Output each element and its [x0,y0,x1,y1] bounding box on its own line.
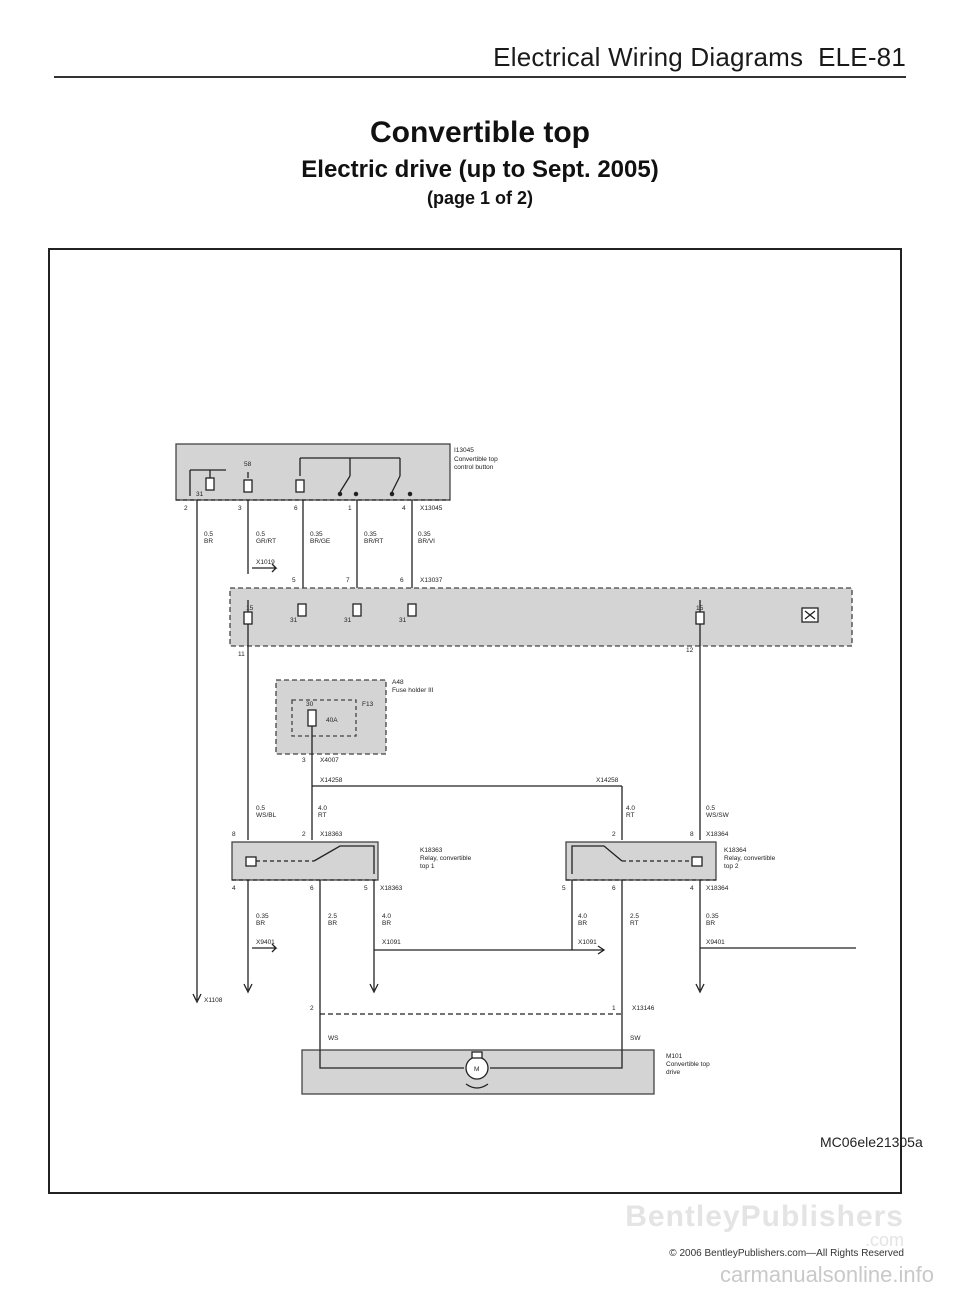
w14-size: 2.5 [630,913,640,920]
relay2-desc2: top 2 [724,863,739,870]
w1-size: 0.5 [204,531,214,538]
conn-x9401-right: X9401 [706,939,725,946]
pin-1-motor: 1 [612,1005,616,1012]
motor-symbol-label: M [474,1066,480,1073]
w13-size: 4.0 [578,913,588,920]
w6-color: WS/BL [256,812,277,819]
w12-color: BR [382,920,392,927]
pin-2b: 2 [612,831,616,838]
w3-size: 0.35 [310,531,323,538]
conn-x1091-left: X1091 [382,939,401,946]
pin-5b: 5 [562,885,566,892]
w13-color: BR [578,920,588,927]
pin-3b: 3 [302,757,306,764]
w3-color: BR/GE [310,538,331,545]
w15-color: BR [706,920,716,927]
conn-x1108: X1108 [204,997,223,1004]
w5-size: 0.35 [418,531,431,538]
diagram-title: Convertible top [369,116,590,149]
module-resistor-b [353,604,361,616]
w14-color: RT [630,920,639,927]
pin-3: 3 [238,505,242,512]
switch-resistor-1 [206,478,214,490]
conn-x1091-right: X1091 [578,939,597,946]
pin-2-motor: 2 [310,1005,314,1012]
module-resistor-right [696,612,704,624]
pin-6: 6 [294,505,298,512]
pin-8b: 8 [690,831,694,838]
relay2-desc1: Relay, convertible [724,855,776,862]
fuse-id: F13 [362,701,374,708]
fuse-holder-desc: Fuse holder III [392,687,434,694]
motor-id: M101 [666,1053,683,1060]
pin-31a: 31 [290,617,298,624]
pin-15-left: 15 [246,605,254,612]
wire-ws: WS [328,1035,339,1042]
contact-dot-4 [408,492,411,495]
relay1-coil [246,857,256,866]
conn-x14258-right: X14258 [596,777,619,784]
pin-7: 7 [346,577,350,584]
w5-color: BR/VI [418,538,435,545]
fuse-rating: 40A [326,717,338,724]
conn-x18363-bottom: X18363 [380,885,403,892]
module-resistor-left [244,612,252,624]
conn-x1019: X1019 [256,559,275,566]
motor-desc2: drive [666,1069,681,1076]
pin-2: 2 [184,505,188,512]
module-resistor-c [408,604,416,616]
w1-color: BR [204,538,214,545]
relay2-id: K18364 [724,847,747,854]
conn-x18363-top: X18363 [320,831,343,838]
w11-color: BR [328,920,338,927]
switch-id: I13045 [454,447,474,454]
pin-12: 12 [686,647,694,654]
w6-size: 0.5 [256,805,266,812]
fuse-element [308,710,316,726]
w9-color: WS/SW [706,812,729,819]
brand-logo: BentleyPublishers [625,1200,904,1233]
copyright: © 2006 BentleyPublishers.com—All Rights Reserved [669,1248,904,1259]
module-resistor-a [298,604,306,616]
pin-4a: 4 [232,885,236,892]
conn-x9401-left: X9401 [256,939,275,946]
wire-sw: SW [630,1035,641,1042]
w11-size: 2.5 [328,913,338,920]
pin-6b: 6 [400,577,404,584]
w9-size: 0.5 [706,805,716,812]
w8-size: 4.0 [626,805,636,812]
page-note: (page 1 of 2) [426,188,533,208]
conn-x13146: X13146 [632,1005,655,1012]
switch-resistor-3 [296,480,304,492]
contact-dot-3 [354,492,357,495]
pin-11: 11 [238,651,245,658]
w2-size: 0.5 [256,531,266,538]
w2-color: GR/RT [256,538,277,545]
relay1-desc1: Relay, convertible [420,855,472,862]
contact-dot-1 [338,492,341,495]
w7-color: RT [318,812,327,819]
pin-8a: 8 [232,831,236,838]
w15-size: 0.35 [706,913,719,920]
pin-31c: 31 [399,617,407,624]
pin-31: 31 [196,491,204,498]
pin-6c: 6 [612,885,616,892]
pin-6a: 6 [310,885,314,892]
module-band [230,588,852,646]
brand-suffix: .com [864,1230,904,1250]
motor-desc1: Convertible top [666,1061,710,1068]
header-section: Electrical Wiring Diagrams [493,42,804,72]
relay1-id: K18363 [420,847,443,854]
header-page: ELE-81 [818,42,906,72]
contact-dot-2 [390,492,393,495]
relay2-coil [692,857,702,866]
watermark: carmanualsonline.info [719,1262,934,1287]
switch-box [176,444,450,500]
switch-resistor-2 [244,480,252,492]
conn-x14258-left: X14258 [320,777,343,784]
w4-color: BR/RT [364,538,384,545]
conn-x18364-bottom: X18364 [706,885,729,892]
pin-4b: 4 [690,885,694,892]
switch-desc2: control button [454,464,494,471]
relay1-desc2: top 1 [420,863,435,870]
w12-size: 4.0 [382,913,392,920]
pin-4: 4 [402,505,406,512]
conn-x13045: X13045 [420,505,443,512]
conn-x13037: X13037 [420,577,443,584]
pin-58: 58 [244,461,252,468]
w10-size: 0.35 [256,913,269,920]
conn-x18364-top: X18364 [706,831,729,838]
conn-x4007: X4007 [320,757,339,764]
pin-5a: 5 [364,885,368,892]
w4-size: 0.35 [364,531,377,538]
w10-color: BR [256,920,266,927]
w7-size: 4.0 [318,805,328,812]
motor-top-mark [472,1052,482,1058]
fuse-holder-id: A48 [392,679,404,686]
pin-15-right: 15 [696,605,704,612]
fuse-terminal: 30 [306,701,314,708]
diagram-subtitle: Electric drive (up to Sept. 2005) [301,156,659,183]
diagram-code: MC06ele21305a [820,1134,923,1150]
pin-2a: 2 [302,831,306,838]
pin-1: 1 [348,505,352,512]
switch-desc1: Convertible top [454,456,498,463]
w8-color: RT [626,812,635,819]
pin-5: 5 [292,577,296,584]
pin-31b: 31 [344,617,352,624]
